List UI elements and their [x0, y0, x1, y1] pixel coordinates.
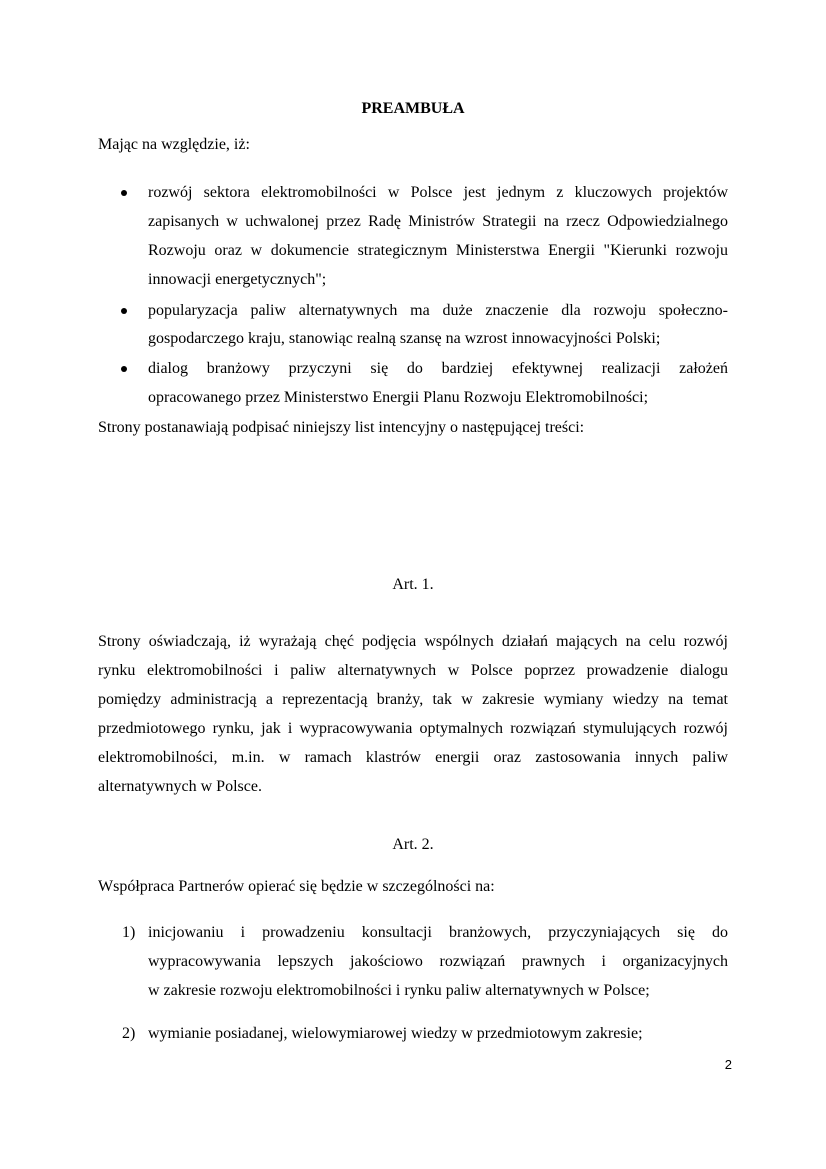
art1-line-4: przedmiotowego rynku, jak i wypracowywania optymalnych rozwiązań stymulujących rozwój — [98, 720, 728, 737]
bullet-icon — [121, 308, 127, 314]
preamble-heading: PREAMBUŁA — [361, 100, 465, 117]
art1-line-1: Strony oświadczają, iż wyrażają chęć podjęcia wspólnych działań mających na celu rozwój — [98, 633, 728, 650]
bullet-3-line-1: dialog branżowy przyczyni się do bardziej efektywnej realizacji założeń — [148, 360, 728, 377]
bullet-1-line-4: innowacji energetycznych"; — [148, 271, 327, 288]
art2-intro: Współpraca Partnerów opierać się będzie w szczególności na: — [98, 878, 495, 895]
bullet-icon — [121, 366, 127, 372]
bullet-icon — [121, 190, 127, 196]
bullet-1-line-2: zapisanych w uchwalonej przez Radę Ministrów Strategii na rzecz Odpowiedzialnego — [148, 213, 728, 230]
art2-item-2-line-1: wymianie posiadanej, wielowymiarowej wiedzy w przedmiotowym zakresie; — [148, 1025, 643, 1042]
art2-item-1-line-2: wypracowywania lepszych jakościowo rozwiązań prawnych i organizacyjnych — [148, 953, 728, 970]
bullet-2-line-2: gospodarczego kraju, stanowiąc realną szansę na wzrost innowacyjności Polski; — [148, 330, 661, 347]
art1-line-2: rynku elektromobilności i paliw alternatywnych w Polsce poprzez prowadzenie dialogu — [98, 662, 728, 679]
bullet-1-line-1: rozwój sektora elektromobilności w Polsce jest jednym z kluczowych projektów — [148, 184, 728, 201]
preamble-intro: Mając na względzie, iż: — [98, 136, 250, 153]
art2-item-1-number: 1) — [122, 924, 136, 941]
preamble-closing: Strony postanawiają podpisać niniejszy list intencyjny o następującej treści: — [98, 419, 585, 436]
art2-item-2-number: 2) — [122, 1025, 136, 1042]
art2-item-1-line-3: w zakresie rozwoju elektromobilności i rynku paliw alternatywnych w Polsce; — [148, 982, 650, 999]
art1-line-3: pomiędzy administracją a reprezentacją branży, tak w zakresie wymiany wiedzy na temat — [98, 691, 728, 708]
art1-line-5: elektromobilności, m.in. w ramach klastrów energii oraz zastosowania innych paliw — [98, 749, 728, 766]
art2-heading: Art. 2. — [392, 836, 434, 853]
bullet-1-line-3: Rozwoju oraz w dokumencie strategicznym Ministerstwa Energii "Kierunki rozwoju — [148, 242, 728, 259]
bullet-2-line-1: popularyzacja paliw alternatywnych ma duże znaczenie dla rozwoju społeczno- — [148, 302, 728, 319]
art2-item-1-line-1: inicjowaniu i prowadzeniu konsultacji branżowych, przyczyniających się do — [148, 924, 728, 941]
page-number: 2 — [724, 1057, 732, 1072]
art1-heading: Art. 1. — [392, 576, 434, 593]
bullet-3-line-2: opracowanego przez Ministerstwo Energii Planu Rozwoju Elektromobilności; — [148, 389, 649, 406]
art1-line-6: alternatywnych w Polsce. — [98, 778, 262, 795]
